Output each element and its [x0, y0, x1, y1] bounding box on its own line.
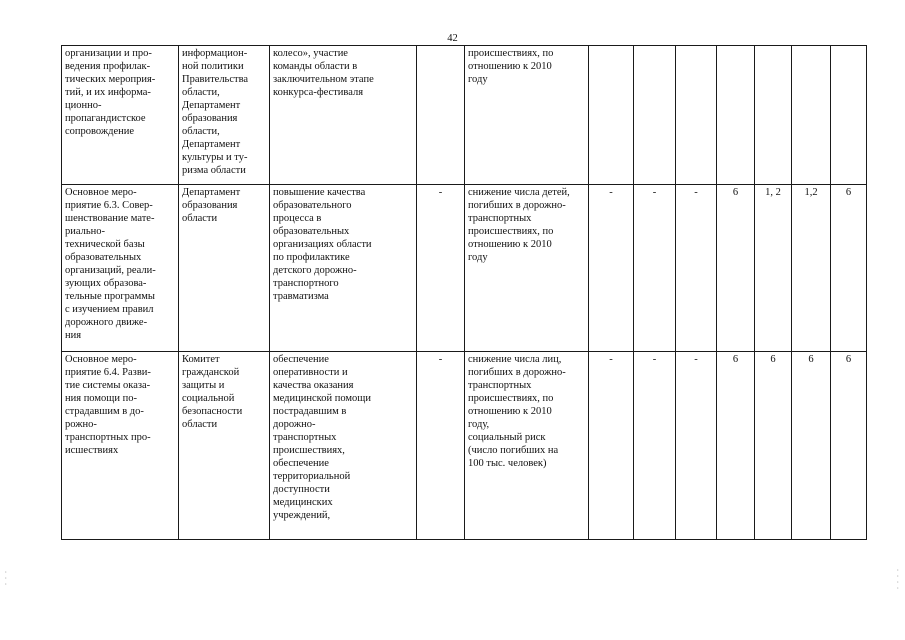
value-cell: 6 [831, 185, 867, 352]
table-row [62, 185, 867, 352]
activity-cell: Основное меро- приятие 6.3. Совер- шенствование мате- риально- технической базы образовательных организаций, реали- зующих образова- тельные программы с изучением правил дорожного движе- ния [62, 185, 179, 352]
activity-cell: Основное меро- приятие 6.4. Разви- тие системы оказа- ния помощи по- страдавшим в до- рожно- транспортных про- исшествиях [62, 352, 179, 540]
value-cell: - [634, 352, 676, 540]
value-cell [831, 46, 867, 185]
value-cell: 6 [717, 185, 755, 352]
dash-cell: - [417, 352, 465, 540]
goal-cell: обеспечение оперативности и качества оказания медицинской помощи пострадавшим в дорожно- транспортных происшествиях, обеспечение территориальной доступности медицинских учреждений, [270, 352, 417, 540]
value-cell: 6 [755, 352, 792, 540]
value-cell: 6 [792, 352, 831, 540]
value-cell: 6 [831, 352, 867, 540]
scan-edge-marks-right: · · · · [896, 567, 900, 592]
value-cell: 1,2 [792, 185, 831, 352]
goal-cell: колесо», участие команды области в заключительном этапе конкурса-фестиваля [270, 46, 417, 185]
value-cell [634, 46, 676, 185]
program-activities-table [61, 45, 867, 540]
table-row [62, 46, 867, 185]
page-number: 42 [447, 33, 458, 44]
value-cell: 6 [717, 352, 755, 540]
value-cell: - [634, 185, 676, 352]
value-cell [792, 46, 831, 185]
dash-cell: - [417, 185, 465, 352]
activity-cell: организации и про- ведения профилак- тических мероприя- тий, и их информа- ционно- пропагандистское сопровождение [62, 46, 179, 185]
value-cell [589, 46, 634, 185]
result-cell: снижение числа лиц, погибших в дорожно- транспортных происшествиях, по отношению к 2010 году, социальный риск (число погибших на 100 тыс. человек) [465, 352, 589, 540]
value-cell: - [589, 185, 634, 352]
result-cell: снижение числа детей, погибших в дорожно- транспортных происшествиях, по отношению к 2010 году [465, 185, 589, 352]
value-cell [676, 46, 717, 185]
executor-cell: Департамент образования области [179, 185, 270, 352]
table-row [62, 352, 867, 540]
value-cell: - [676, 185, 717, 352]
value-cell: - [589, 352, 634, 540]
result-cell: происшествиях, по отношению к 2010 году [465, 46, 589, 185]
goal-cell: повышение качества образовательного процесса в образовательных организациях области по профилактике детского дорожно- транспортного травматизма [270, 185, 417, 352]
value-cell [755, 46, 792, 185]
executor-cell: Комитет гражданской защиты и социальной безопасности области [179, 352, 270, 540]
value-cell [717, 46, 755, 185]
executor-cell: информацион- ной политики Правительства области, Департамент образования области, Департамент культуры и ту- ризма области [179, 46, 270, 185]
scan-edge-marks-left: · · · [4, 569, 8, 588]
table-body [62, 46, 867, 540]
empty-cell [417, 46, 465, 185]
value-cell: 1, 2 [755, 185, 792, 352]
value-cell: - [676, 352, 717, 540]
